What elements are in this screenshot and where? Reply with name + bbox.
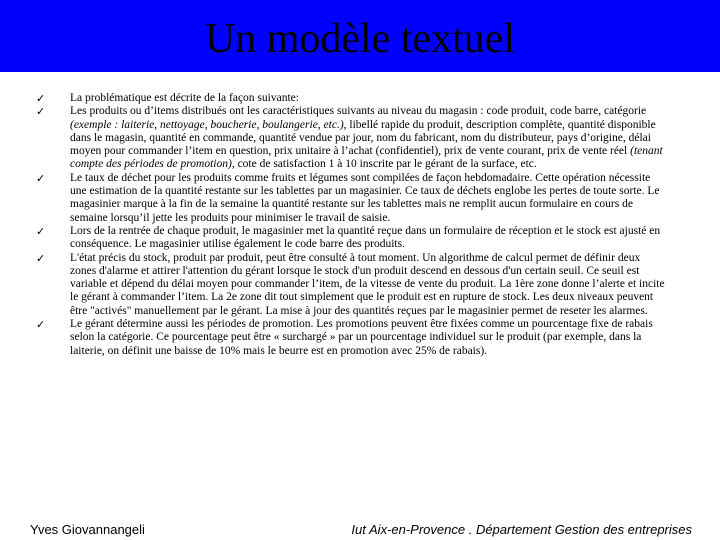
slide-title: Un modèle textuel [204, 16, 516, 62]
bullet-item [36, 172, 668, 225]
bullet-text: La problématique est décrite de la façon suivante: [70, 92, 299, 104]
bullet-item [36, 105, 668, 171]
bullet-text: Lors de la rentrée de chaque produit, le magasinier met la quantité reçue dans un formulaire de réception et le stock est ajusté en conséquence. Le magasinier utilise également le code barre des produits. [70, 224, 661, 251]
bullet-text: L'état précis du stock, produit par produit, peut être consulté à tout moment. Un algorithme de calcul permet de définir deux zones d'alarme et attirer l'attention du gérant lorsque le stock d'un produit descend en dessous d'un certain seuil. Ce seuil est variable et dépend du délai moyen pour commander l’item, de la vitesse de vente du produit. La 1ère zone donne l’alerte et incite le gérant à commander l’item. La 2e zone dit tout simplement que le produit est en rupture de stock. Les deux niveaux peuvent être "activés" manuellement par le gérant. La mise à jour des quantités reçues par le magasinier permet de reseter les alarmes. [70, 251, 665, 317]
checkmark-icon: ✓ [36, 318, 46, 332]
bullet-item [36, 318, 668, 358]
checkmark-icon: ✓ [36, 224, 46, 238]
checkmark-icon: ✓ [36, 171, 46, 185]
bullet-text: , cote de satisfaction 1 à 10 inscrite par le gérant de la surface, etc. [231, 158, 537, 171]
bullet-text: , libellé rapide du produit, description complète, quantité disponible dans le magasin, quantité en commande, quantité vendue par jour, nom du fabricant, nom du distributeur, pays d’origine, délai moyen pour commander l’item en question, prix unitaire à l’achat (confidentiel), prix de vente courant, prix de vente réel [70, 118, 656, 158]
bullet-item [36, 225, 668, 252]
slide-content [36, 92, 668, 358]
italic-text: (exemple : laiterie, nettoyage, boucherie, boulangerie, etc.) [70, 118, 344, 131]
bullet-text: Les produits ou d’items distribués ont les caractéristiques suivants au niveau du magasin : code produit, code barre, catégorie [70, 105, 647, 118]
checkmark-icon: ✓ [36, 105, 46, 119]
checkmark-icon: ✓ [36, 92, 46, 105]
bullet-text: Le taux de déchet pour les produits comme fruits et légumes sont compilées de façon hebdomadaire. Cette opération nécessite une estimation de la quantité restante sur les tablettes par un magasinier. Ce taux de déchets englobe les pertes de toute sorte. Le magasinier marque à la fin de la semaine la quantité restante sur les tablettes mais ne remplit aucun formulaire en cours de semaine lorsqu’il jette les produits pour minimiser le travail de saisie. [70, 171, 660, 224]
bullet-list [36, 92, 668, 358]
footer-institution: Iut Aix-en-Provence . Département Gestion des entreprises [351, 522, 692, 537]
bullet-item [36, 92, 668, 105]
bullet-item [36, 252, 668, 318]
title-bar [0, 0, 720, 72]
bullet-text: Le gérant détermine aussi les périodes de promotion. Les promotions peuvent être fixées comme un pourcentage fixe de rabais selon la catégorie. Ce pourcentage peut être « surchargé » par un pourcentage individuel sur le produit (par exemple, dans la laiterie, on définit une baisse de 10% mais le beurre est en promotion avec 25% de rabais). [70, 318, 653, 357]
footer-author: Yves Giovannangeli [30, 522, 145, 537]
italic-text: (tenant compte des périodes de promotion) [70, 145, 663, 171]
checkmark-icon: ✓ [36, 251, 46, 265]
